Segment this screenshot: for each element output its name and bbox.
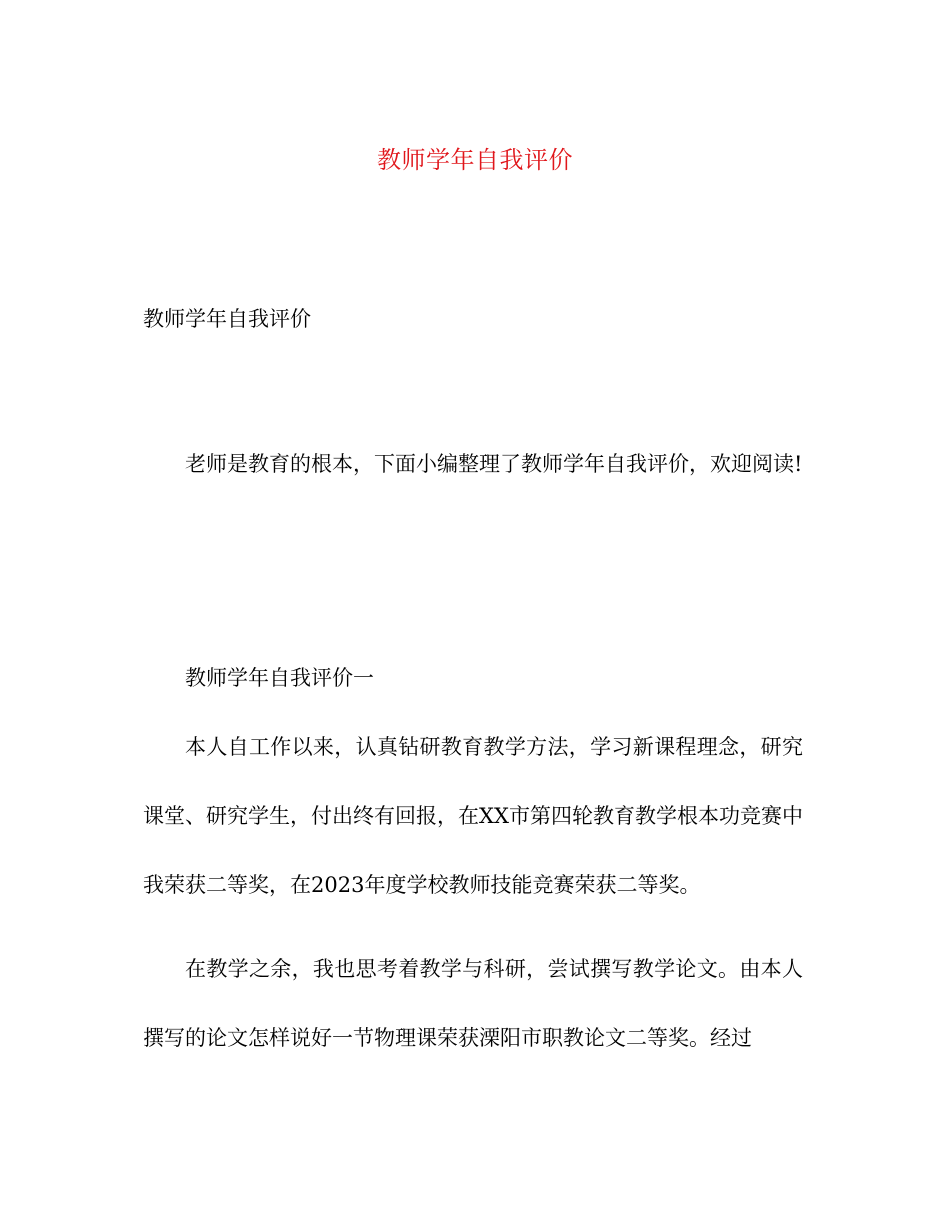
body-paragraph-1: 本人自工作以来，认真钻研教育教学方法，学习新课程理念，研究课堂、研究学生，付出终有回报，在XX市第四轮教育教学根本功竞赛中我荣获二等奖，在2023年度学校教师技能竞赛荣获二等奖。 [143, 735, 803, 897]
intro-paragraph: 老师是教育的根本，下面小编整理了教师学年自我评价，欢迎阅读! [185, 452, 803, 476]
document-title: 教师学年自我评价 [377, 146, 573, 174]
body-paragraph-2: 在教学之余，我也思考着教学与科研，尝试撰写教学论文。由本人撰写的论文怎样说好一节物理课荣获溧阳市职教论文二等奖。经过 [143, 957, 803, 1050]
section-title: 教师学年自我评价一 [185, 666, 374, 690]
document-subtitle: 教师学年自我评价 [143, 307, 311, 331]
